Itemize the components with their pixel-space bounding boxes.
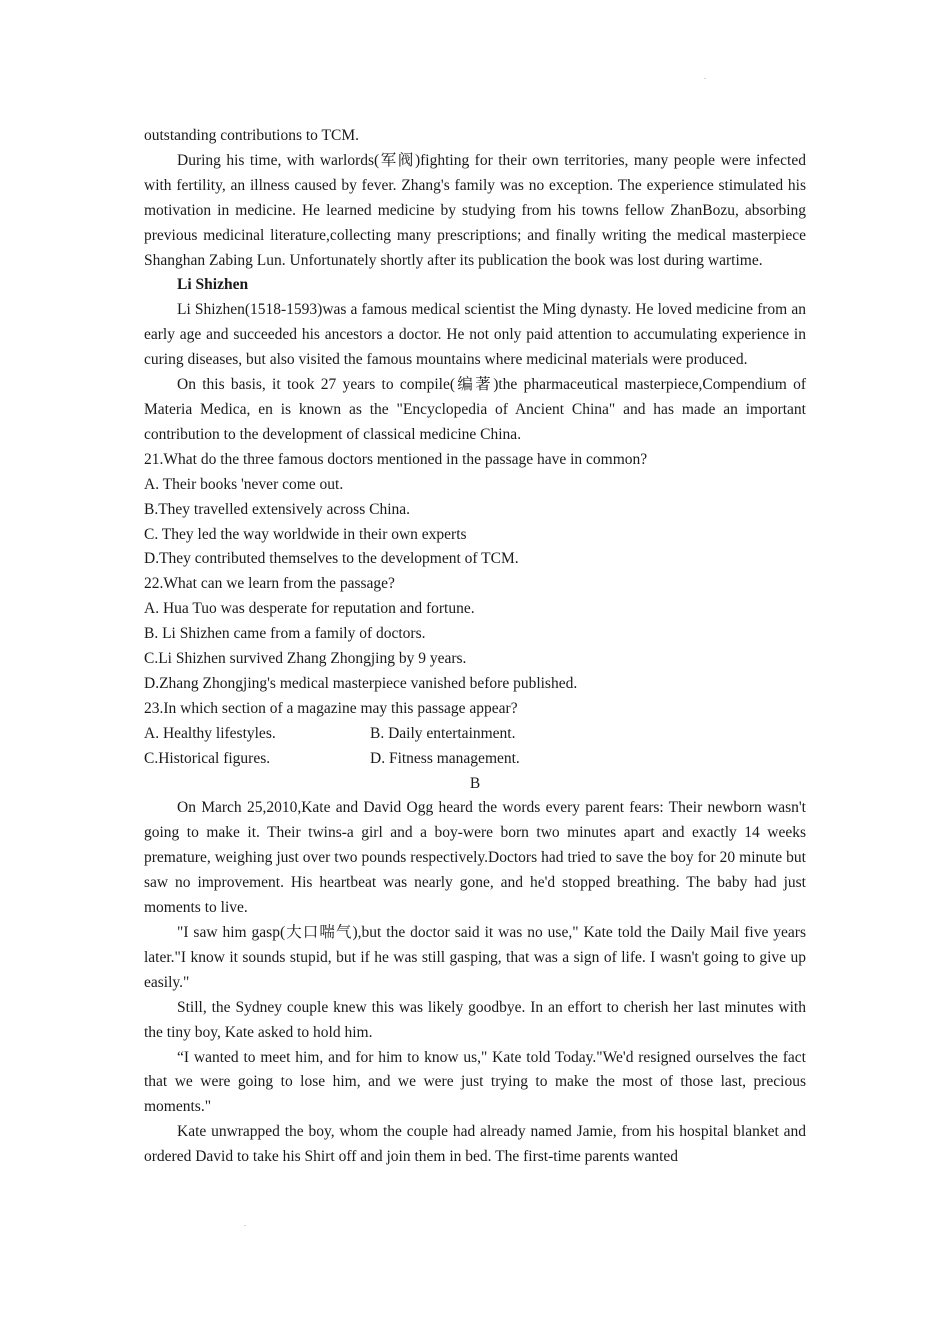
question-23-stem: 23.In which section of a magazine may this passage appear? (144, 699, 518, 717)
section-b-label: B (469, 774, 481, 792)
question-23-option-a: A. Healthy lifestyles. (144, 724, 276, 742)
paragraph-li-shizhen-bio: Li Shizhen(1518-1593)was a famous medical scientist the Ming dynasty. He loved medicine from an early age and succeeded his ancestors a doctor. He not only paid attention to accumulating experience in curing diseases, but also visited the famous mountains where medicinal materials were produced. (144, 301, 806, 369)
question-21-stem: 21.What do the three famous doctors mentioned in the passage have in common? (144, 450, 648, 468)
question-22-option-c: C.Li Shizhen survived Zhang Zhongjing by 9 years. (144, 650, 467, 668)
heading-li-shizhen: Li Shizhen (177, 276, 249, 294)
question-21-option-a: A. Their books 'never come out. (144, 475, 344, 493)
question-22-option-d: D.Zhang Zhongjing's medical masterpiece vanished before published. (144, 674, 578, 692)
paragraph-b-4: “I wanted to meet him, and for him to know us," Kate told Today."We'd resigned ourselves the fact that we were going to lose him, and we were just trying to make the most of those last, precious moments." (144, 1048, 806, 1116)
document-page (144, 124, 806, 1170)
paragraph-b-2: "I saw him gasp(大口喘气),but the doctor said it was no use," Kate told the Daily Mail five years later."I know it sounds stupid, but if he was still gasping, that was a sign of life. I wasn't going to give up easily." (144, 924, 806, 991)
question-23-option-d: D. Fitness management. (370, 749, 520, 767)
question-23-option-c: C.Historical figures. (144, 749, 271, 767)
header-mark: . (704, 72, 706, 81)
question-22-option-b: B. Li Shizhen came from a family of doctors. (144, 625, 426, 643)
question-23-options-row-1 (144, 722, 806, 747)
paragraph-b-5: Kate unwrapped the boy, whom the couple had already named Jamie, from his hospital blanket and ordered David to take his Shirt off and join them in bed. The first-time parents wanted (144, 1123, 806, 1166)
paragraph-b-3: Still, the Sydney couple knew this was likely goodbye. In an effort to cherish her last minutes with the tiny boy, Kate asked to hold him. (144, 998, 806, 1041)
footer-mark: . (244, 1219, 246, 1228)
paragraph-compendium: On this basis, it took 27 years to compile(编著)the pharmaceutical masterpiece,Compendium of Materia Medica, en is known as the "Encyclopedia of Ancient China" and has made an important contribution to the development of classical medicine China. (144, 376, 806, 443)
question-23-options-row-2 (144, 747, 806, 772)
question-21-option-d: D.They contributed themselves to the development of TCM. (144, 550, 519, 568)
question-21-option-b: B.They travelled extensively across China. (144, 500, 411, 518)
question-22-option-a: A. Hua Tuo was desperate for reputation and fortune. (144, 600, 475, 618)
paragraph-zhang-zhongjing: During his time, with warlords(军阀)fighting for their own territories, many people were infected with fertility, an illness caused by fever. Zhang's family was no exception. The experience stimulated his motivation in medicine. He learned medicine by studying from his towns fellow ZhanBozu, absorbing previous medicinal literature,collecting many prescriptions; and finally writing the medical masterpiece Shanghan Zabing Lun. Unfortunately shortly after its publication the book was lost during wartime. (144, 151, 806, 269)
question-21-option-c: C. They led the way worldwide in their own experts (144, 525, 467, 543)
question-22-stem: 22.What can we learn from the passage? (144, 575, 395, 593)
paragraph-b-1: On March 25,2010,Kate and David Ogg heard the words every parent fears: Their newborn wasn't going to make it. Their twins-a girl and a boy-were born two minutes apart and exactly 14 weeks premature, weighing just over two pounds respectively.Doctors had tried to save the boy for 20 minute but saw no improvement. His heartbeat was nearly gone, and he'd stopped breathing. The baby had just moments to live. (144, 799, 806, 917)
paragraph-continuation: outstanding contributions to TCM. (144, 127, 359, 144)
question-23-option-b: B. Daily entertainment. (370, 724, 516, 742)
